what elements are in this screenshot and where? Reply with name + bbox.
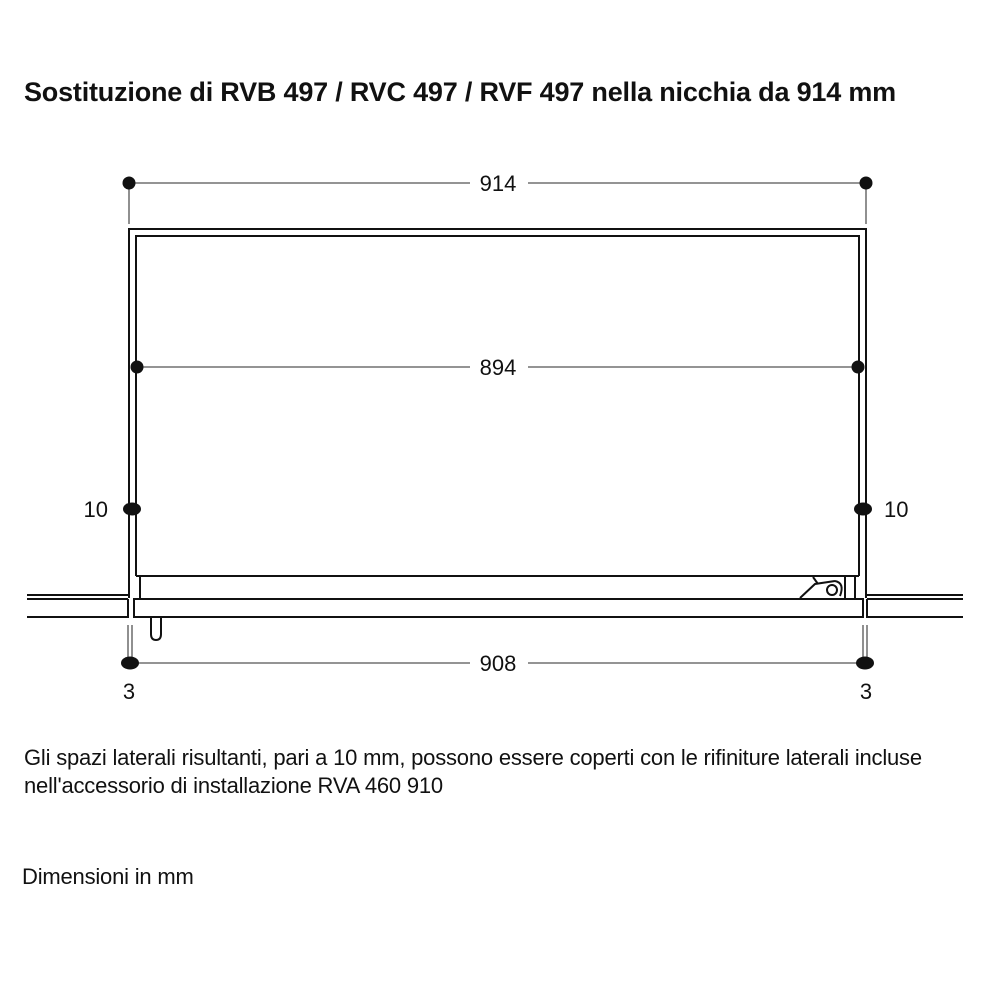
cabinet-left <box>27 595 128 617</box>
diagram-title: Sostituzione di RVB 497 / RVC 497 / RVF 497 nella nicchia da 914 mm <box>24 77 896 107</box>
dimension-label-914: 914 <box>479 171 517 196</box>
niche-frame <box>129 229 866 598</box>
dimension-label-908: 908 <box>479 651 517 676</box>
side-gap-right <box>854 497 908 522</box>
cabinet-right <box>867 595 963 617</box>
dimension-894 <box>131 355 865 380</box>
units-label: Dimensioni in mm <box>22 864 194 889</box>
side-gap-right-label: 10 <box>884 497 909 522</box>
bottom-gap-left-label: 3 <box>122 679 136 704</box>
appliance-base <box>134 599 863 640</box>
hinge-mechanism <box>800 576 845 598</box>
dimension-908 <box>121 625 874 704</box>
installation-note: Gli spazi laterali risultanti, pari a 10 mm, possono essere coperti con le rifiniture laterali incluse nell'accessorio di installazione RVA 460 910 <box>24 745 922 798</box>
side-gap-left <box>84 497 141 522</box>
side-gap-left-label: 10 <box>83 497 108 522</box>
dimension-label-894: 894 <box>479 355 517 380</box>
dimension-914 <box>123 171 873 224</box>
bottom-gap-right-label: 3 <box>859 679 873 704</box>
